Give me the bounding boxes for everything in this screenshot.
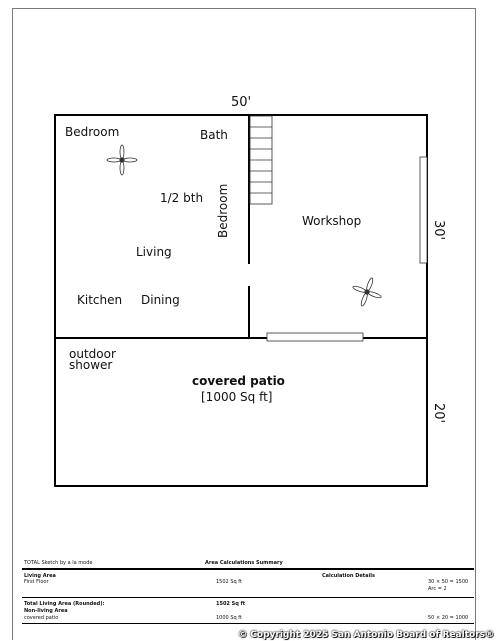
room-label-covered-patio: covered patio bbox=[192, 374, 285, 388]
summary-divider bbox=[22, 623, 474, 624]
calc-details-heading: Calculation Details bbox=[322, 573, 375, 579]
living-area-heading: Living Area bbox=[24, 573, 56, 579]
room-label-kitchen: Kitchen bbox=[77, 293, 123, 307]
first-floor-area: 1502 Sq ft bbox=[216, 579, 242, 585]
first-floor-label: First Floor bbox=[24, 579, 49, 585]
window-icon bbox=[420, 157, 427, 263]
room-label-dining: Dining bbox=[141, 293, 180, 307]
window-icon bbox=[267, 333, 363, 341]
summary-divider bbox=[22, 597, 474, 598]
dimension-right-upper: 30' bbox=[431, 220, 446, 241]
calc-line-3: 50 × 20 = 1000 bbox=[428, 615, 469, 621]
room-label-half-bath: 1/2 bth bbox=[160, 191, 204, 205]
area-calculations-summary bbox=[22, 560, 474, 640]
copyright-watermark: © Copyright 2025 San Antonio Board of Realtors® bbox=[238, 630, 494, 640]
room-label-bedroom-2: Bedroom bbox=[216, 183, 230, 238]
room-label-shower: shower bbox=[69, 358, 113, 372]
covered-patio-area: [1000 Sq ft] bbox=[201, 390, 273, 404]
room-label-bedroom: Bedroom bbox=[65, 125, 120, 139]
room-label-workshop: Workshop bbox=[302, 214, 362, 228]
covered-patio-area-value: 1000 Sq ft bbox=[216, 615, 242, 621]
dimension-top: 50' bbox=[231, 95, 252, 110]
stairs-icon bbox=[250, 116, 272, 204]
calc-line-1: 30 × 50 = 1500 bbox=[428, 579, 469, 585]
non-living-heading: Non-living Area bbox=[24, 608, 68, 614]
total-living-label: Total Living Area (Rounded): bbox=[24, 601, 105, 607]
sketch-note: TOTAL Sketch by a la mode bbox=[24, 560, 93, 566]
room-label-living: Living bbox=[136, 245, 172, 259]
summary-divider bbox=[22, 568, 474, 570]
summary-title: Area Calculations Summary bbox=[205, 560, 283, 566]
covered-patio-label: covered patio bbox=[24, 615, 59, 621]
total-living-value: 1502 Sq ft bbox=[216, 601, 246, 607]
room-label-bath: Bath bbox=[200, 128, 228, 142]
ceiling-fan-icon bbox=[107, 145, 137, 175]
dimension-right-lower: 20' bbox=[431, 403, 446, 424]
calc-line-2: Arc = 2 bbox=[428, 586, 447, 592]
ceiling-fan-icon bbox=[348, 273, 386, 311]
room-label-outdoor: outdoor bbox=[69, 347, 116, 361]
